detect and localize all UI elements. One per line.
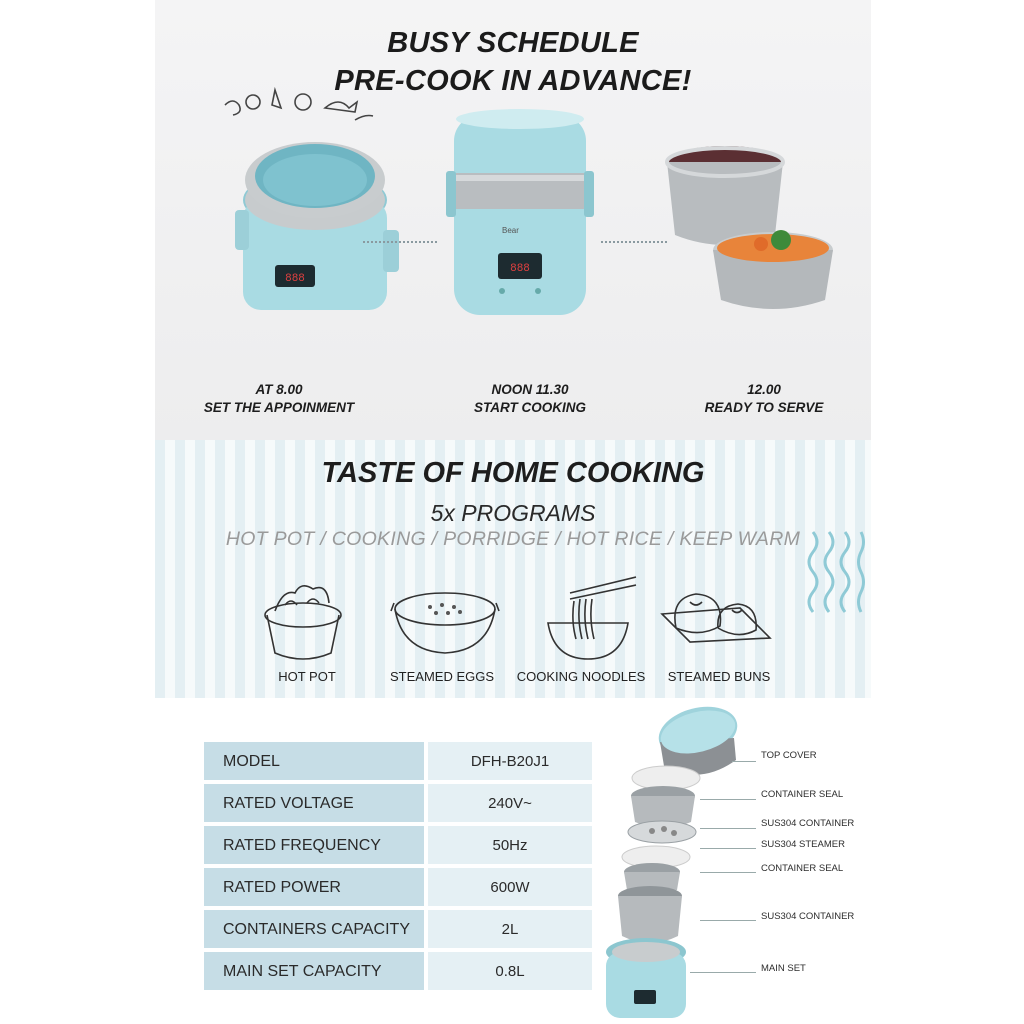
- table-row: [204, 910, 592, 948]
- table-row: [204, 742, 592, 780]
- timeline-dots-1: [363, 241, 437, 243]
- schedule-section: [155, 0, 871, 440]
- programs-subtitle: 5x PROGRAMS: [430, 500, 596, 526]
- part-label: CONTAINER SEAL: [761, 789, 844, 800]
- programs-section: [155, 440, 871, 698]
- spec-label: RATED VOLTAGE: [223, 795, 354, 812]
- step1-caption: [179, 381, 379, 417]
- part-label: TOP COVER: [761, 750, 817, 761]
- spec-label: CONTAINERS CAPACITY: [223, 921, 410, 938]
- leader-line: [732, 761, 756, 762]
- spec-value: 600W: [490, 879, 530, 896]
- leader-line: [700, 848, 756, 849]
- leader-line: [700, 828, 756, 829]
- spec-value: 240V~: [488, 795, 532, 812]
- table-row: [204, 784, 592, 822]
- step3-action: READY TO SERVE: [704, 400, 824, 415]
- part-label: CONTAINER SEAL: [761, 863, 844, 874]
- timeline-dots-2: [601, 241, 667, 243]
- leader-line: [700, 872, 756, 873]
- headline-line1: BUSY SCHEDULE: [387, 27, 639, 59]
- leader-line: [700, 799, 756, 800]
- brand-logo: Bear: [502, 226, 519, 235]
- spec-value: 50Hz: [492, 837, 528, 854]
- table-row: [204, 868, 592, 906]
- steam-waves-icon: [805, 528, 867, 628]
- programs-title: TASTE OF HOME COOKING: [321, 457, 705, 489]
- part-label: SUS304 CONTAINER: [761, 911, 855, 922]
- spec-label: MODEL: [223, 753, 280, 770]
- steamed-buns-icon: [660, 588, 774, 654]
- program-label-noodles: COOKING NOODLES: [516, 669, 646, 684]
- step1-time: AT 8.00: [255, 382, 303, 397]
- spec-label: RATED POWER: [223, 879, 341, 896]
- exploded-view-image: [600, 700, 760, 1024]
- open-cooker-image: [205, 80, 435, 330]
- step2-action: START COOKING: [473, 400, 586, 415]
- table-row: [204, 952, 592, 990]
- leader-line: [690, 972, 756, 973]
- step3-time: 12.00: [747, 382, 781, 397]
- closed-cooker-image: [440, 105, 600, 330]
- program-label-steamed-eggs: STEAMED EGGS: [389, 669, 495, 684]
- food-containers-image: [663, 140, 833, 320]
- spec-value: DFH-B20J1: [470, 753, 550, 770]
- part-label: SUS304 STEAMER: [761, 839, 845, 850]
- step1-action: SET THE APPOINMENT: [203, 400, 355, 415]
- program-label-hot-pot: HOT POT: [278, 669, 336, 684]
- part-label: MAIN SET: [761, 963, 806, 974]
- program-label-steamed-buns: STEAMED BUNS: [667, 669, 771, 684]
- leader-line: [700, 920, 756, 921]
- headline-line2: PRE-COOK IN ADVANCE!: [334, 65, 692, 97]
- step2-caption: [430, 381, 630, 417]
- part-label: SUS304 CONTAINER: [761, 818, 855, 829]
- step3-caption: [664, 381, 864, 417]
- food-doodle-icon: [225, 90, 373, 120]
- noodles-icon: [540, 573, 644, 665]
- spec-value: 2L: [501, 921, 519, 938]
- svg-text:888: 888: [285, 273, 305, 285]
- programs-list: HOT POT / COOKING / PORRIDGE / HOT RICE / KEEP WARM: [225, 528, 801, 550]
- cooker-display: 888: [510, 263, 530, 275]
- steamed-eggs-icon: [390, 583, 500, 658]
- step2-time: NOON 11.30: [491, 382, 569, 397]
- hot-pot-icon: [255, 575, 351, 665]
- table-row: [204, 826, 592, 864]
- spec-label: RATED FREQUENCY: [223, 837, 381, 854]
- spec-label: MAIN SET CAPACITY: [223, 963, 382, 980]
- spec-value: 0.8L: [495, 963, 525, 980]
